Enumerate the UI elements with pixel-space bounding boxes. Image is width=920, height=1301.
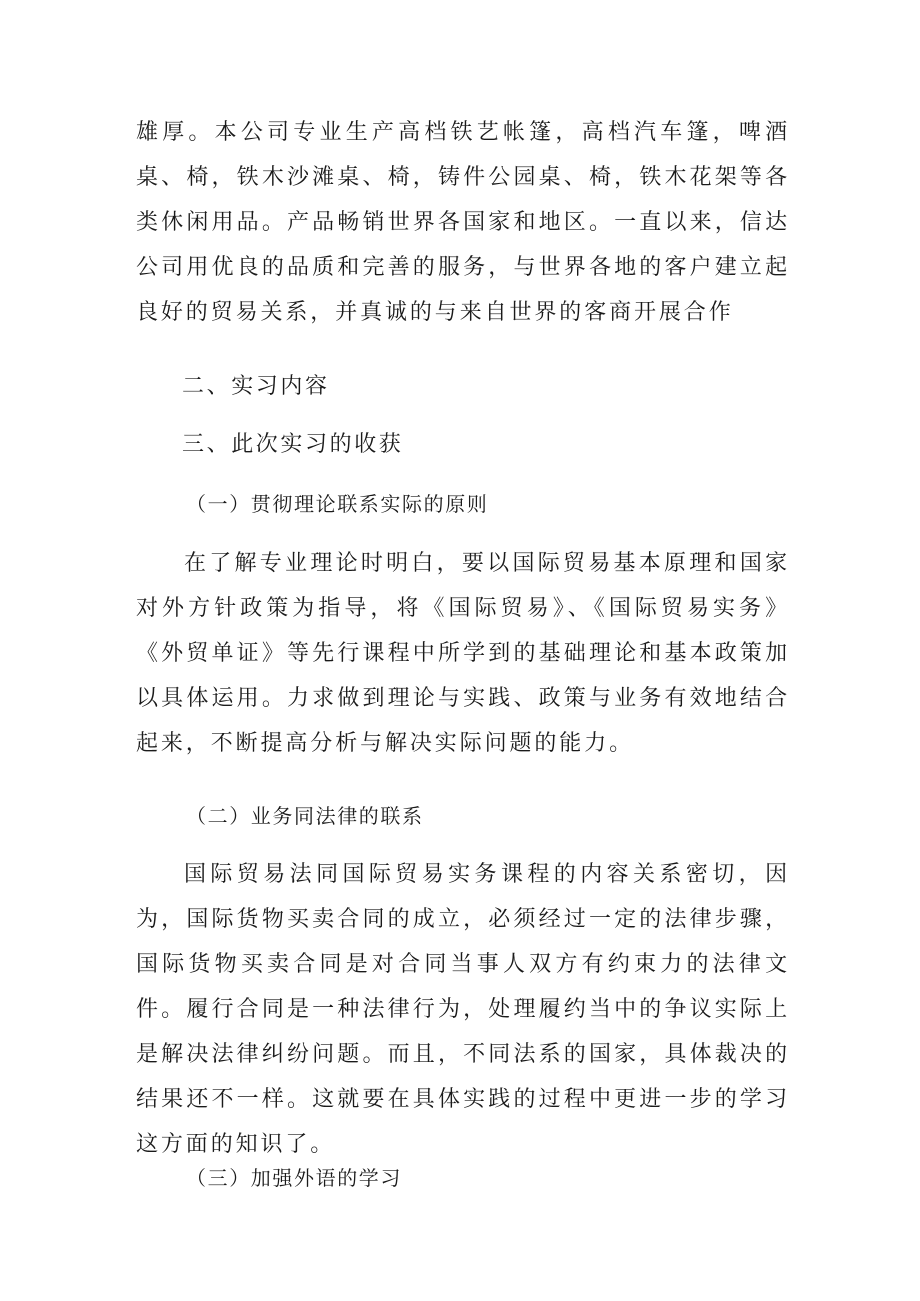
paragraph-business-law: 国际贸易法同国际贸易实务课程的内容关系密切，因为，国际货物买卖合同的成立，必须经过一定的法律步骤，国际货物买卖合同是对合同当事人双方有约束力的法律文件。履行合同是一种法律行为，处理履约当中的争议实际上是解决法律纠纷问题。而且，不同法系的国家，具体裁决的结果还不一样。这就要在具体实践的过程中更进一步的学习这方面的知识了。	[136, 862, 790, 1157]
subsection-heading-foreign-language: （三）加强外语的学习	[186, 1166, 402, 1190]
intro-paragraph: 雄厚。本公司专业生产高档铁艺帐篷，高档汽车篷，啤酒桌、椅，铁木沙滩桌、椅，铸件公园桌、椅，铁木花架等各类休闲用品。产品畅销世界各国家和地区。一直以来，信达公司用优良的品质和完善的服务，与世界各地的客户建立起良好的贸易关系，并真诚的与来自世界的客商开展合作	[136, 120, 790, 325]
paragraph-theory-practice: 在了解专业理论时明白，要以国际贸易基本原理和国家对外方针政策为指导，将《国际贸易》、《国际贸易实务》《外贸单证》等先行课程中所学到的基础理论和基本政策加以具体运用。力求做到理论与实践、政策与业务有效地结合起来，不断提高分析与解决实际问题的能力。	[136, 551, 790, 756]
subsection-heading-business-law: （二）业务同法律的联系	[186, 804, 424, 828]
section-heading-internship-content: 二、实习内容	[182, 374, 330, 399]
subsection-heading-theory-practice: （一）贯彻理论联系实际的原则	[186, 492, 489, 516]
section-heading-internship-gains: 三、此次实习的收获	[182, 432, 404, 457]
